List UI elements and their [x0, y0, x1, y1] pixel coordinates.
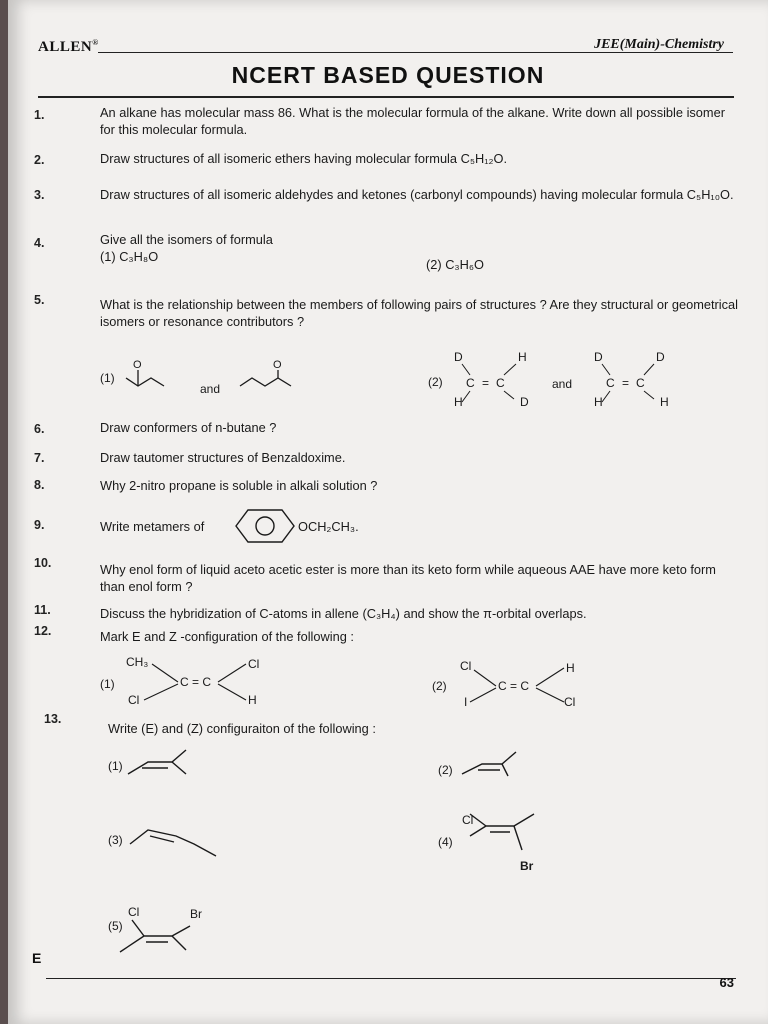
- svg-text:(2): (2): [438, 763, 453, 777]
- svg-text:(1): (1): [100, 371, 115, 385]
- publisher-logo: ALLEN®: [38, 38, 99, 55]
- question-text: Draw conformers of n-butane ?: [100, 420, 277, 435]
- question-number: 5.: [34, 293, 45, 307]
- alkene-ez-1: [126, 655, 259, 707]
- question-number: 2.: [34, 153, 45, 167]
- svg-text:Cl: Cl: [564, 695, 576, 709]
- ketone-structure-a: [126, 370, 164, 386]
- question-text: Draw tautomer structures of Benzaldoxime.: [100, 450, 346, 465]
- question-text: Mark E and Z -configuration of the following :: [100, 629, 354, 644]
- svg-text:O: O: [133, 359, 142, 371]
- q13-structures: [8, 740, 768, 965]
- svg-text:Cl: Cl: [462, 813, 474, 827]
- skeletal-structure-3: [130, 830, 216, 856]
- svg-text:I: I: [464, 695, 468, 709]
- q12-structures: [8, 648, 768, 710]
- svg-text:and: and: [552, 377, 573, 391]
- skeletal-structure-4: [470, 814, 534, 836]
- benzene-ring-icon: [230, 508, 300, 544]
- alkene-ez-2: [460, 659, 575, 709]
- svg-text:O: O: [273, 359, 282, 371]
- section-title: NCERT BASED QUESTION: [231, 62, 545, 88]
- svg-text:H: H: [518, 350, 527, 364]
- question-text: An alkane has molecular mass 86. What is the molecular formula of the alkane. Write down all possible isomer for this molecular formula.: [100, 105, 725, 137]
- q5-structures: [8, 340, 768, 415]
- svg-text:(5): (5): [108, 919, 123, 933]
- alkene-pair-1: [454, 350, 529, 409]
- svg-text:H: H: [594, 395, 603, 409]
- book-page: [8, 0, 768, 1024]
- ketone-structure-b: [240, 370, 291, 386]
- question-number: 3.: [34, 188, 45, 202]
- svg-text:(4): (4): [438, 835, 453, 849]
- svg-text:D: D: [594, 350, 603, 364]
- question-number: 8.: [34, 478, 45, 492]
- svg-text:(1): (1): [100, 677, 115, 691]
- footer-rule: [46, 978, 736, 979]
- svg-text:(2): (2): [432, 679, 447, 693]
- question-number: 11.: [34, 603, 51, 617]
- svg-text:=: =: [482, 376, 490, 390]
- svg-text:Cl: Cl: [128, 693, 140, 707]
- svg-text:=: =: [622, 376, 630, 390]
- svg-text:and: and: [200, 382, 221, 396]
- question-text: Why enol form of liquid aceto acetic ester is more than its keto form while aqueous AAE have more keto form than enol form ?: [100, 562, 716, 594]
- question-number: 1.: [34, 108, 45, 122]
- question-text: Draw structures of all isomeric aldehydes and ketones (carbonyl compounds) having molecular formula C₅H₁₀O.: [100, 187, 734, 202]
- skeletal-structure-5: [120, 926, 190, 952]
- svg-text:C: C: [606, 376, 615, 390]
- svg-text:Br: Br: [520, 859, 534, 873]
- svg-text:(2): (2): [428, 375, 443, 389]
- question-number: 12.: [34, 624, 52, 638]
- svg-text:(1): (1): [108, 759, 123, 773]
- svg-text:D: D: [520, 395, 529, 409]
- title-rule: [38, 96, 734, 98]
- question-text: Write metamers of: [100, 519, 205, 534]
- svg-text:Cl: Cl: [460, 659, 472, 673]
- edge-marker: E: [32, 950, 42, 966]
- svg-text:C = C: C = C: [180, 675, 212, 689]
- skeletal-structure-2: [462, 752, 516, 774]
- question-number: 7.: [34, 451, 45, 465]
- svg-text:C: C: [496, 376, 505, 390]
- svg-text:Cl: Cl: [248, 657, 260, 671]
- svg-text:Br: Br: [190, 907, 202, 921]
- svg-text:H: H: [566, 661, 575, 675]
- question-text: Discuss the hybridization of C-atoms in allene (C₃H₄) and show the π-orbital overlaps.: [100, 606, 587, 621]
- svg-text:C: C: [636, 376, 645, 390]
- svg-text:H: H: [248, 693, 257, 707]
- alkene-pair-2: [594, 350, 669, 409]
- svg-text:H: H: [660, 395, 669, 409]
- option-2: (2) C₃H₆O: [426, 257, 485, 272]
- svg-text:C = C: C = C: [498, 679, 530, 693]
- svg-text:Cl: Cl: [128, 905, 140, 919]
- option-1: (1) C₃H₈O: [100, 249, 159, 264]
- question-text: Give all the isomers of formula: [100, 232, 273, 247]
- svg-text:D: D: [454, 350, 463, 364]
- ethoxy-group: OCH₂CH₃.: [298, 519, 359, 534]
- svg-text:H: H: [454, 395, 463, 409]
- question-number: 4.: [34, 236, 45, 250]
- question-text: What is the relationship between the members of following pairs of structures ? Are they structural or geometrical isomers or resonance contributors ?: [100, 297, 739, 329]
- question-number: 6.: [34, 422, 45, 436]
- page-number: 63: [719, 975, 734, 990]
- question-number: 13.: [44, 712, 62, 726]
- question-number: 9.: [34, 518, 45, 532]
- svg-text:(3): (3): [108, 833, 123, 847]
- skeletal-structure-1: [128, 750, 186, 774]
- svg-text:C: C: [466, 376, 475, 390]
- question-text: Draw structures of all isomeric ethers having molecular formula C₅H₁₂O.: [100, 151, 508, 166]
- question-text: Write (E) and (Z) configuraiton of the following :: [108, 721, 376, 736]
- question-text: Why 2-nitro propane is soluble in alkali solution ?: [100, 478, 378, 493]
- svg-text:D: D: [656, 350, 665, 364]
- question-number: 10.: [34, 556, 52, 570]
- svg-text:CH₃: CH₃: [126, 655, 149, 669]
- subject-title: JEE(Main)-Chemistry: [594, 37, 724, 52]
